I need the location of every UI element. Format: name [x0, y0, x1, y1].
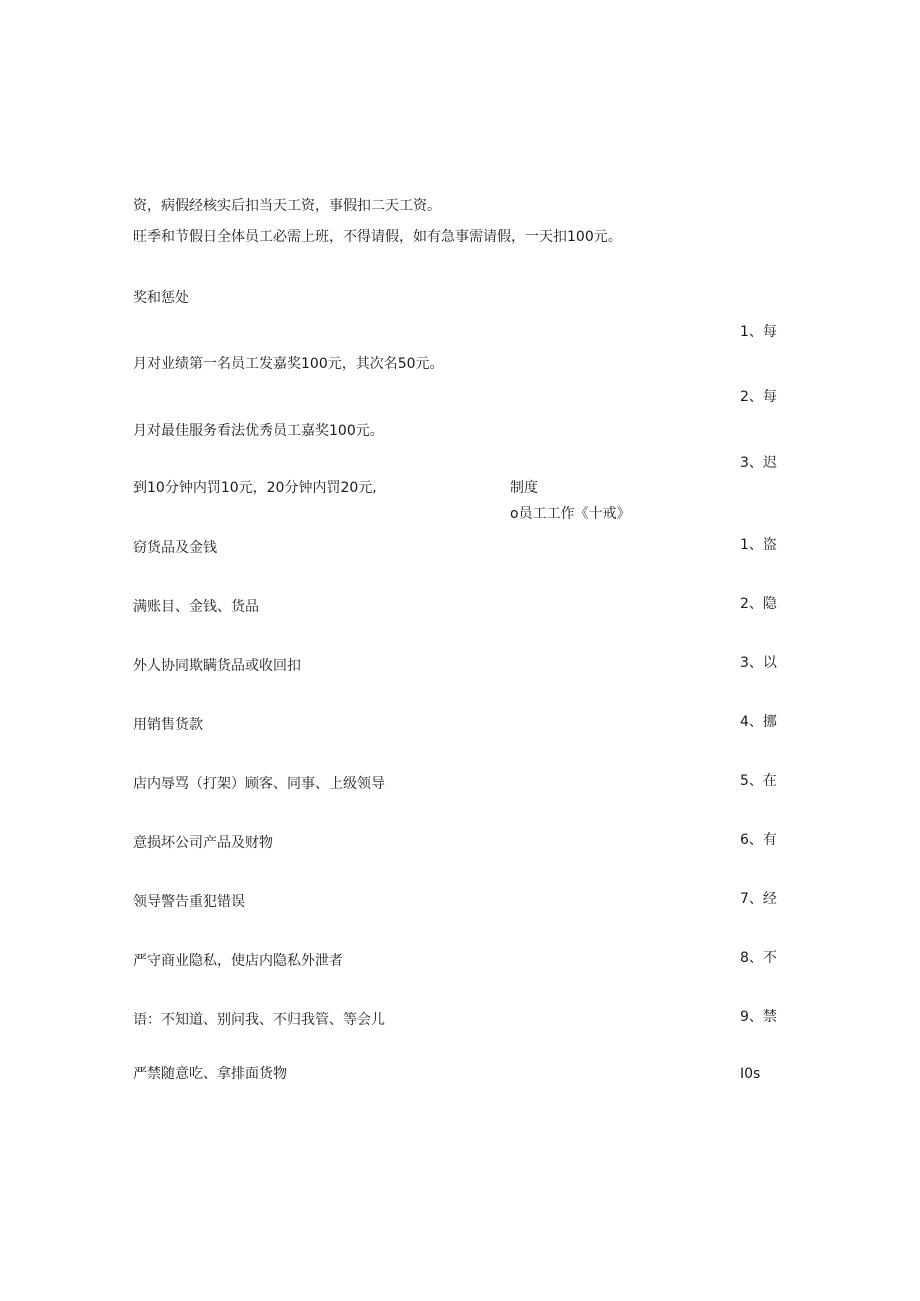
- rule-item-10-marker: I0s: [740, 1066, 761, 1082]
- rule-item-6-text: 意损坏公司产品及财物: [133, 835, 273, 851]
- rule-item-9-text: 语：不知道、别问我、不归我管、等会儿: [133, 1012, 385, 1028]
- rule-item-10-text: 严禁随意吃、拿排面货物: [133, 1066, 287, 1082]
- rule-item-7-text: 领导警告重犯错误: [133, 894, 245, 910]
- rule-item-5-text: 店内辱骂（打架）顾客、同事、上级领导: [133, 776, 385, 792]
- rule-item-3-text: 外人协同欺瞒货品或收回扣: [133, 658, 301, 674]
- rule-item-8-text: 严守商业隐私，使店内隐私外泄者: [133, 953, 343, 969]
- rule-item-9-marker: 9、禁: [740, 1009, 777, 1025]
- intro-line-2: 旺季和节假日全体员工必需上班，不得请假，如有急事需请假，一天扣100元。: [133, 229, 622, 245]
- section-heading-rewards: 奖和惩处: [133, 290, 189, 306]
- reward-item-3-text: 到10分钟内罚10元，20分钟内罚20元,: [133, 480, 377, 496]
- rule-item-3-marker: 3、以: [740, 655, 777, 671]
- intro-line-1: 资，病假经核实后扣当天工资，事假扣二天工资。: [133, 198, 441, 214]
- rule-item-6-marker: 6、有: [740, 832, 777, 848]
- rule-item-4-text: 用销售货款: [133, 717, 203, 733]
- rule-item-5-marker: 5、在: [740, 773, 777, 789]
- reward-item-3-marker: 3、迟: [740, 455, 777, 471]
- rule-item-7-marker: 7、经: [740, 891, 777, 907]
- rule-item-8-marker: 8、不: [740, 950, 777, 966]
- rule-item-2-text: 满账目、金钱、货品: [133, 599, 259, 615]
- reward-item-1-text: 月对业绩第一名员工发嘉奖100元，其次名50元。: [133, 356, 444, 372]
- reward-item-1-marker: 1、每: [740, 324, 777, 340]
- rule-item-1-marker: 1、盗: [740, 537, 777, 553]
- rules-heading-line-1: 制度: [510, 480, 538, 496]
- reward-item-2-marker: 2、每: [740, 389, 777, 405]
- reward-item-2-text: 月对最佳服务看法优秀员工嘉奖100元。: [133, 423, 384, 439]
- rule-item-1-text: 窃货品及金钱: [133, 540, 217, 556]
- rule-item-2-marker: 2、隐: [740, 596, 777, 612]
- rules-heading-line-2: o员工工作《十戒》: [510, 506, 631, 522]
- rule-item-4-marker: 4、挪: [740, 714, 777, 730]
